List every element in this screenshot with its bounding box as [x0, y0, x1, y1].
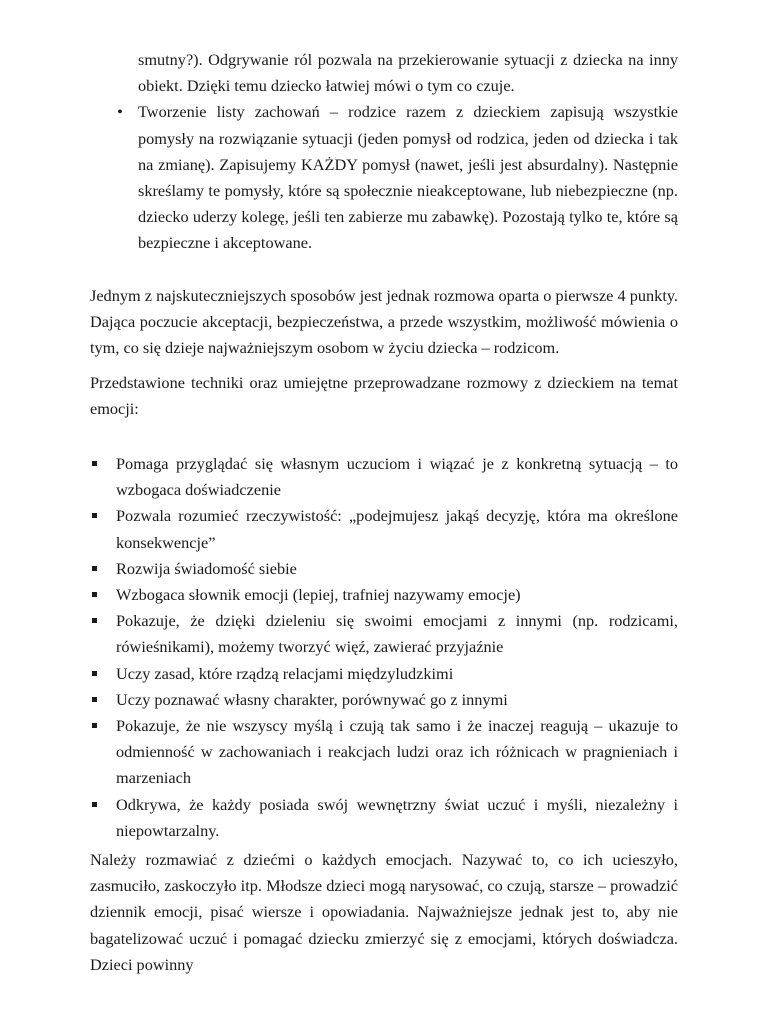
list-item [90, 608, 678, 660]
bullet-dot-icon: • [117, 102, 123, 122]
list-item [90, 792, 678, 844]
list-item-text: Uczy poznawać własny charakter, porównywać go z innymi [116, 689, 508, 709]
benefits-list [90, 451, 678, 844]
list-item [90, 687, 678, 713]
list-item [90, 582, 678, 608]
square-bullet-icon [92, 697, 97, 702]
square-bullet-icon [92, 592, 97, 597]
list-item [90, 713, 678, 792]
list-item-text: Tworzenie listy zachowań – rodzice razem z dzieckiem zapisują wszystkie pomysły na rozwiązanie sytuacji (jeden pomysł od rodzica, jeden od dziecka i tak na zmianę). Zapisujemy KAŻDY pomysł (nawet, jeśli jest absurdalny). Następnie skreślamy te pomysły, które są społecznie nieakceptowane, lub niebezpieczne (np. dziecko uderzy kolegę, jeśli ten zabierze mu zabawkę). Pozostają tylko te, które są bezpieczne i akceptowane. [138, 102, 678, 253]
list-item [90, 556, 678, 582]
list-item [90, 47, 678, 99]
square-bullet-icon [92, 461, 97, 466]
technique-list [90, 47, 678, 257]
square-bullet-icon [92, 618, 97, 623]
list-item-text: Rozwija świadomość siebie [116, 558, 297, 578]
list-item [90, 503, 678, 555]
list-item-text: Wzbogaca słownik emocji (lepiej, trafniej nazywamy emocje) [116, 585, 521, 605]
square-bullet-icon [92, 671, 97, 676]
paragraph: Należy rozmawiać z dziećmi o każdych emocjach. Nazywać to, co ich ucieszyło, zasmuciło, zaskoczyło itp. Młodsze dzieci mogą narysować, co czują, starsze – prowadzić dziennik emocji, pisać wiersze i opowiadania. Najważniejsze jednak jest to, aby nie bagatelizować uczuć i pomagać dziecku zmierzyć się z emocjami, których doświadcza. Dzieci powinny [90, 850, 678, 974]
square-bullet-icon [92, 802, 97, 807]
list-item [90, 99, 678, 256]
list-item-text: Pozwala rozumieć rzeczywistość: „podejmujesz jakąś decyzję, która ma określone konsekwencje” [116, 506, 678, 552]
list-item-text: Uczy zasad, które rządzą relacjami międzyludzkimi [116, 663, 454, 683]
list-item-text: smutny?). Odgrywanie ról pozwala na przekierowanie sytuacji z dziecka na inny obiekt. Dzięki temu dziecko łatwiej mówi o tym co czuje. [138, 50, 678, 96]
square-bullet-icon [92, 513, 97, 518]
square-bullet-icon [92, 566, 97, 571]
list-item [90, 451, 678, 503]
list-item-text: Pomaga przyglądać się własnym uczuciom i wiązać je z konkretną sytuacją – to wzbogaca doświadczenie [116, 454, 678, 500]
list-item-text: Pokazuje, że dzięki dzieleniu się swoimi emocjami z innymi (np. rodzicami, rówieśnikami), możemy tworzyć więź, zawierać przyjaźnie [116, 611, 678, 657]
list-item [90, 661, 678, 687]
paragraph: Przedstawione techniki oraz umiejętne przeprowadzane rozmowy z dzieckiem na temat emocji: [90, 373, 678, 419]
paragraph: Jednym z najskuteczniejszych sposobów jest jednak rozmowa oparta o pierwsze 4 punkty. Dająca poczucie akceptacji, bezpieczeństwa, a przede wszystkim, możliwość mówienia o tym, co się dzieje najważniejszym osobom w życiu dziecka – rodzicom. [90, 286, 678, 358]
list-item-text: Odkrywa, że każdy posiada swój wewnętrzny świat uczuć i myśli, niezależny i niepowtarzalny. [116, 794, 678, 840]
square-bullet-icon [92, 723, 97, 728]
list-item-text: Pokazuje, że nie wszyscy myślą i czują tak samo i że inaczej reagują – ukazuje to odmienność w zachowaniach i reakcjach ludzi oraz ich różnicach w pragnieniach i marzeniach [116, 716, 678, 788]
